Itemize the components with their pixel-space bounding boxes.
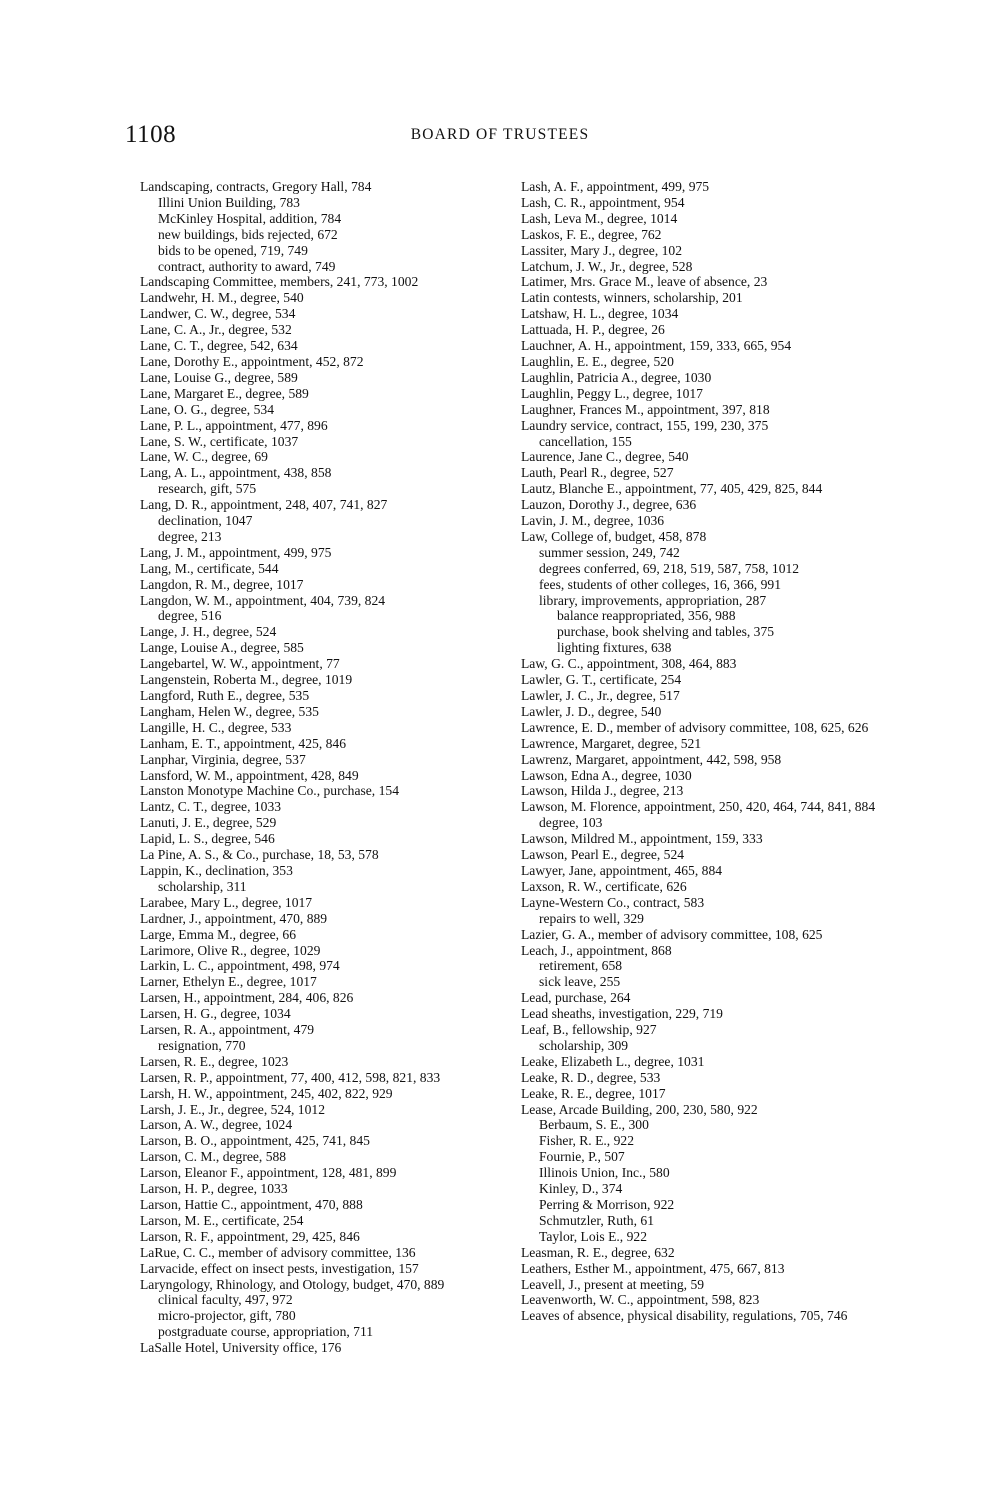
index-entry: Lavin, J. M., degree, 1036 — [521, 513, 665, 529]
index-entry: Langdon, W. M., appointment, 404, 739, 824 — [140, 592, 386, 608]
index-entry: La Pine, A. S., & Co., purchase, 18, 53, 578 — [140, 847, 379, 863]
index-subentry: summer session, 249, 742 — [539, 544, 680, 560]
index-subentry: fees, students of other colleges, 16, 366, 991 — [539, 576, 781, 592]
index-entry: Lauzon, Dorothy J., degree, 636 — [521, 497, 697, 513]
index-entry: Lawson, M. Florence, appointment, 250, 420, 464, 744, 841, 884 — [521, 799, 876, 815]
index-entry: Lawrenz, Margaret, appointment, 442, 598, 958 — [521, 751, 782, 767]
index-subentry: library, improvements, appropriation, 287 — [539, 592, 767, 608]
index-entry: Lawson, Mildred M., appointment, 159, 333 — [521, 831, 763, 847]
index-entry: Lazier, G. A., member of advisory committee, 108, 625 — [521, 926, 823, 942]
index-entry: Lange, J. H., degree, 524 — [140, 624, 277, 640]
index-subentry: bids to be opened, 719, 749 — [158, 242, 308, 258]
running-head: BOARD OF TRUSTEES — [410, 126, 590, 143]
index-entry: Lauth, Pearl R., degree, 527 — [521, 465, 674, 481]
index-column-left — [140, 179, 506, 1356]
index-entry: Lanham, E. T., appointment, 425, 846 — [140, 735, 347, 751]
index-entry: Larimore, Olive R., degree, 1029 — [140, 942, 321, 958]
index-entry: Larner, Ethelyn E., degree, 1017 — [140, 974, 317, 990]
index-entry: Latchum, J. W., Jr., degree, 528 — [521, 258, 693, 274]
index-entry: Lantz, C. T., degree, 1033 — [140, 799, 282, 815]
index-subentry: declination, 1047 — [158, 513, 253, 529]
index-subentry: Taylor, Lois E., 922 — [539, 1228, 647, 1244]
index-subentry: Illini Union Building, 783 — [158, 194, 300, 210]
index-entry: Landwer, C. W., degree, 534 — [140, 306, 296, 322]
index-subentry: cancellation, 155 — [539, 433, 632, 449]
index-entry: Leaf, B., fellowship, 927 — [521, 1022, 657, 1038]
index-entry: Lane, S. W., certificate, 1037 — [140, 433, 299, 449]
index-entry: Laughlin, E. E., degree, 520 — [521, 353, 674, 369]
index-subentry: contract, authority to award, 749 — [158, 258, 336, 274]
index-entry: Laughlin, Peggy L., degree, 1017 — [521, 385, 703, 401]
index-entry: Langdon, R. M., degree, 1017 — [140, 576, 304, 592]
index-entry: Lawler, J. D., degree, 540 — [521, 703, 662, 719]
index-entry: Lane, C. T., degree, 542, 634 — [140, 338, 298, 354]
index-subentry: micro-projector, gift, 780 — [158, 1308, 296, 1324]
index-subentry: postgraduate course, appropriation, 711 — [158, 1324, 374, 1340]
index-subentry: degree, 103 — [539, 815, 603, 831]
index-subentry: Kinley, D., 374 — [539, 1181, 623, 1197]
index-entry: Large, Emma M., degree, 66 — [140, 926, 297, 942]
index-subentry: resignation, 770 — [158, 1037, 246, 1053]
index-entry: Landwehr, H. M., degree, 540 — [140, 290, 304, 306]
index-entry: Lansford, W. M., appointment, 428, 849 — [140, 767, 359, 783]
index-entry: Lease, Arcade Building, 200, 230, 580, 922 — [521, 1101, 758, 1117]
index-entry: Larsh, H. W., appointment, 245, 402, 822, 929 — [140, 1085, 393, 1101]
index-entry: Leach, J., appointment, 868 — [521, 942, 672, 958]
index-entry: Larsen, H. G., degree, 1034 — [140, 1006, 291, 1022]
index-subentry: new buildings, bids rejected, 672 — [158, 226, 338, 242]
index-entry: Larsen, R. E., degree, 1023 — [140, 1053, 289, 1069]
index-entry: Leaves of absence, physical disability, regulations, 705, 746 — [521, 1308, 848, 1324]
index-entry: Lane, O. G., degree, 534 — [140, 401, 274, 417]
index-entry: Larson, Eleanor F., appointment, 128, 481, 899 — [140, 1165, 397, 1181]
index-entry: Lead sheaths, investigation, 229, 719 — [521, 1006, 723, 1022]
index-entry: Landscaping Committee, members, 241, 773, 1002 — [140, 274, 419, 290]
index-subentry: degree, 213 — [158, 528, 222, 544]
index-entry: Larson, Hattie C., appointment, 470, 888 — [140, 1197, 363, 1212]
page-number: 1108 — [125, 121, 177, 148]
index-entry: Lawson, Pearl E., degree, 524 — [521, 847, 685, 863]
index-entry: Larson, B. O., appointment, 425, 741, 845 — [140, 1133, 370, 1149]
index-entry: Lautz, Blanche E., appointment, 77, 405, 429, 825, 844 — [521, 481, 823, 497]
index-subentry: McKinley Hospital, addition, 784 — [158, 210, 342, 226]
index-subentry: scholarship, 311 — [158, 878, 247, 894]
index-entry: Leavenworth, W. C., appointment, 598, 823 — [521, 1292, 760, 1308]
index-subentry: scholarship, 309 — [539, 1037, 629, 1053]
index-entry: Lanuti, J. E., degree, 529 — [140, 815, 277, 831]
index-entry: Lang, M., certificate, 544 — [140, 560, 279, 576]
index-entry: Larsen, R. A., appointment, 479 — [140, 1022, 315, 1038]
index-subentry: Fisher, R. E., 922 — [539, 1133, 634, 1149]
index-entry: Lead, purchase, 264 — [521, 990, 631, 1006]
index-entry: Larson, A. W., degree, 1024 — [140, 1117, 293, 1133]
index-subentry: research, gift, 575 — [158, 481, 257, 497]
index-entry: Lane, C. A., Jr., degree, 532 — [140, 322, 292, 338]
index-entry: Lapid, L. S., degree, 546 — [140, 831, 275, 847]
index-entry: Langford, Ruth E., degree, 535 — [140, 688, 310, 703]
index-entry: Lawler, G. T., certificate, 254 — [521, 672, 682, 688]
index-entry: Laskos, F. E., degree, 762 — [521, 226, 662, 242]
index-entry: Lawson, Edna A., degree, 1030 — [521, 767, 692, 783]
index-entry: Lane, Margaret E., degree, 589 — [140, 385, 309, 401]
index-entry: Langenstein, Roberta M., degree, 1019 — [140, 672, 353, 688]
index-entry: Lawyer, Jane, appointment, 465, 884 — [521, 862, 723, 878]
index-subentry: degree, 516 — [158, 608, 222, 624]
index-entry: Lang, A. L., appointment, 438, 858 — [140, 465, 332, 481]
index-subentry: lighting fixtures, 638 — [557, 640, 672, 656]
index-entry: Lardner, J., appointment, 470, 889 — [140, 910, 328, 926]
index-entry: Law, College of, budget, 458, 878 — [521, 528, 707, 544]
index-entry: Lane, P. L., appointment, 477, 896 — [140, 417, 328, 433]
index-subentry: sick leave, 255 — [539, 974, 621, 990]
index-entry: Larson, H. P., degree, 1033 — [140, 1181, 288, 1197]
index-entry: Larkin, L. C., appointment, 498, 974 — [140, 958, 340, 974]
index-entry: Lanston Monotype Machine Co., purchase, 154 — [140, 783, 399, 799]
index-entry: Lane, Dorothy E., appointment, 452, 872 — [140, 353, 364, 369]
index-entry: Leake, R. D., degree, 533 — [521, 1069, 661, 1085]
index-entry: Lawrence, Margaret, degree, 521 — [521, 735, 702, 751]
index-entry: Lawson, Hilda J., degree, 213 — [521, 783, 684, 799]
index-entry: Langham, Helen W., degree, 535 — [140, 703, 319, 719]
index-entry: Leavell, J., present at meeting, 59 — [521, 1276, 705, 1292]
index-entry: Lang, J. M., appointment, 499, 975 — [140, 544, 332, 560]
index-entry: Laxson, R. W., certificate, 626 — [521, 878, 687, 894]
index-entry: Larsen, R. P., appointment, 77, 400, 412, 598, 821, 833 — [140, 1069, 441, 1085]
index-entry: Leathers, Esther M., appointment, 475, 667, 813 — [521, 1260, 785, 1276]
index-entry: Leake, R. E., degree, 1017 — [521, 1085, 666, 1101]
index-entry: Law, G. C., appointment, 308, 464, 883 — [521, 656, 737, 672]
index-subentry: Berbaum, S. E., 300 — [539, 1117, 649, 1133]
index-entry: Lappin, K., declination, 353 — [140, 862, 293, 878]
index-entry: Larvacide, effect on insect pests, investigation, 157 — [140, 1260, 419, 1276]
index-entry: Lane, Louise G., degree, 589 — [140, 369, 298, 385]
index-entry: Lash, A. F., appointment, 499, 975 — [521, 179, 710, 194]
index-subentry: clinical faculty, 497, 972 — [158, 1292, 293, 1308]
index-entry: LaRue, C. C., member of advisory committee, 136 — [140, 1244, 416, 1260]
index-entry: Lash, C. R., appointment, 954 — [521, 194, 685, 210]
index-subentry: Illinois Union, Inc., 580 — [539, 1165, 670, 1181]
index-entry: Laughner, Frances M., appointment, 397, 818 — [521, 401, 770, 417]
index-subentry: Fournie, P., 507 — [539, 1149, 625, 1165]
index-entry: Larsh, J. E., Jr., degree, 524, 1012 — [140, 1101, 325, 1117]
index-column-right — [521, 179, 887, 1324]
index-entry: Landscaping, contracts, Gregory Hall, 784 — [140, 179, 372, 194]
index-entry: Layne-Western Co., contract, 583 — [521, 894, 705, 910]
index-entry: Lange, Louise A., degree, 585 — [140, 640, 304, 656]
index-entry: Larson, R. F., appointment, 29, 425, 846 — [140, 1228, 360, 1244]
index-entry: Latin contests, winners, scholarship, 201 — [521, 290, 743, 306]
index-entry: Leake, Elizabeth L., degree, 1031 — [521, 1053, 705, 1069]
index-subentry: Schmutzler, Ruth, 61 — [539, 1212, 654, 1228]
index-entry: Lang, D. R., appointment, 248, 407, 741, 827 — [140, 497, 388, 513]
index-subentry: degrees conferred, 69, 218, 519, 587, 758, 1012 — [539, 560, 800, 576]
index-entry: Lanphar, Virginia, degree, 537 — [140, 751, 306, 767]
index-entry: Larabee, Mary L., degree, 1017 — [140, 894, 313, 910]
index-entry: Lawrence, E. D., member of advisory committee, 108, 625, 626 — [521, 719, 869, 735]
index-entry: Lash, Leva M., degree, 1014 — [521, 210, 678, 226]
index-subentry: Perring & Morrison, 922 — [539, 1197, 675, 1212]
index-entry: Latimer, Mrs. Grace M., leave of absence, 23 — [521, 274, 768, 290]
index-subentry: retirement, 658 — [539, 958, 623, 974]
index-subentry: purchase, book shelving and tables, 375 — [557, 624, 775, 640]
index-subentry: repairs to well, 329 — [539, 910, 644, 926]
index-entry: Laughlin, Patricia A., degree, 1030 — [521, 369, 712, 385]
index-entry: LaSalle Hotel, University office, 176 — [140, 1340, 342, 1356]
index-entry: Langebartel, W. W., appointment, 77 — [140, 656, 340, 672]
index-entry: Latshaw, H. L., degree, 1034 — [521, 306, 679, 322]
index-entry: Laundry service, contract, 155, 199, 230, 375 — [521, 417, 769, 433]
index-entry: Lassiter, Mary J., degree, 102 — [521, 242, 683, 258]
index-entry: Lauchner, A. H., appointment, 159, 333, 665, 954 — [521, 338, 792, 354]
index-subentry: balance reappropriated, 356, 988 — [557, 608, 736, 624]
index-entry: Lawler, J. C., Jr., degree, 517 — [521, 688, 680, 703]
index-entry: Larson, C. M., degree, 588 — [140, 1149, 287, 1165]
index-entry: Larsen, H., appointment, 284, 406, 826 — [140, 990, 354, 1006]
index-entry: Laryngology, Rhinology, and Otology, budget, 470, 889 — [140, 1276, 445, 1292]
index-entry: Larson, M. E., certificate, 254 — [140, 1212, 304, 1228]
index-entry: Leasman, R. E., degree, 632 — [521, 1244, 675, 1260]
index-entry: Lattuada, H. P., degree, 26 — [521, 322, 665, 338]
index-entry: Laurence, Jane C., degree, 540 — [521, 449, 689, 465]
index-entry: Lane, W. C., degree, 69 — [140, 449, 268, 465]
index-entry: Langille, H. C., degree, 533 — [140, 719, 292, 735]
